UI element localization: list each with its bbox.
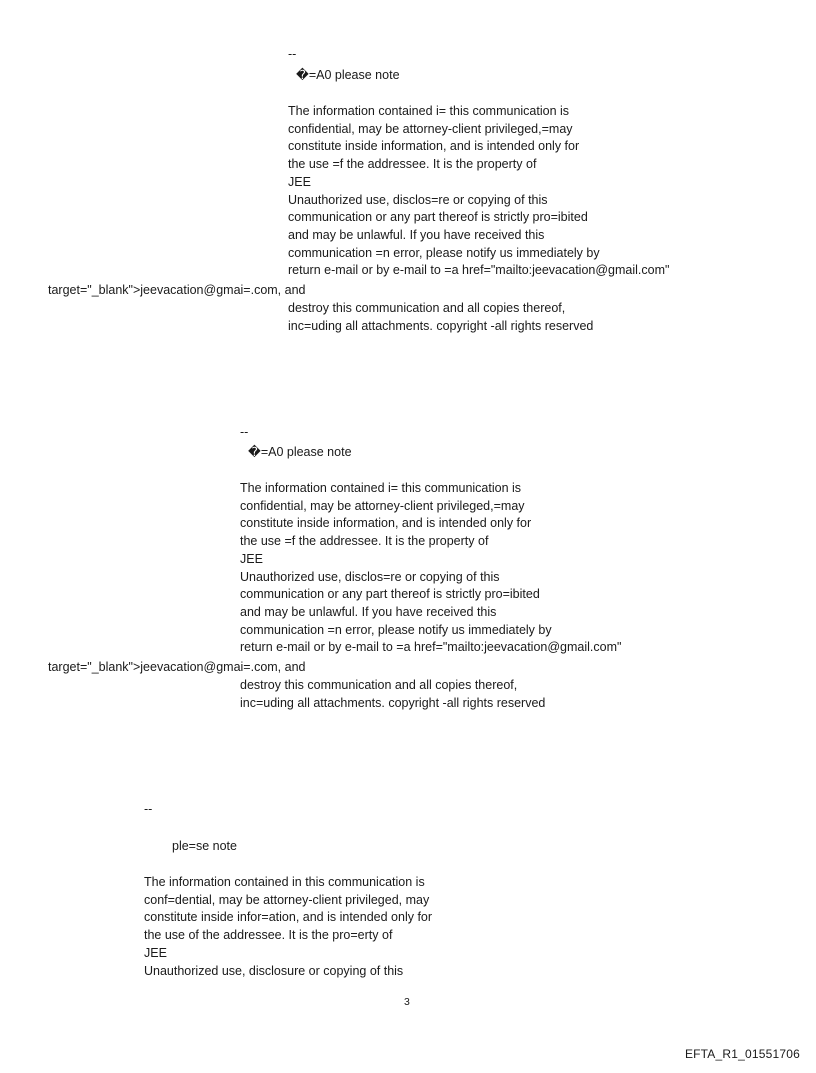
block2-line: constitute inside information, and is intended only for: [240, 516, 532, 531]
block2-tail-line: destroy this communication and all copies thereof,: [240, 678, 518, 692]
block1-tail-line: destroy this communication and all copies thereof,: [288, 301, 566, 315]
block1-tail-line: inc=uding all attachments. copyright -all rights reserved: [288, 318, 594, 333]
block2-line: communication =n error, please notify us immediately by: [240, 622, 552, 637]
block1-line: The information contained i= this communication is: [288, 104, 570, 118]
block2-tail: [240, 677, 545, 712]
block1-overflow-line: target="_blank">jeevacation@gmai=.com, and: [48, 283, 306, 297]
block3-line: constitute inside infor=ation, and is intended only for: [144, 910, 433, 925]
block2-line: and may be unlawful. If you have received this: [240, 604, 497, 619]
block2-line: communication or any part thereof is strictly pro=ibited: [240, 587, 540, 602]
block1-note: �=A0 please note: [296, 68, 400, 82]
block1-line: the use =f the addressee. It is the property of: [288, 157, 537, 172]
block2-line: Unauthorized use, disclos=re or copying of this: [240, 569, 500, 584]
block3-line: JEE: [144, 945, 167, 960]
block3-line: conf=dential, may be attorney-client privileged, may: [144, 892, 430, 907]
block1-tail: [288, 300, 593, 335]
block1-line: and may be unlawful. If you have received this: [288, 227, 545, 242]
block1-line: return e-mail or by e-mail to =a href="mailto:jeevacation@gmail.com": [288, 263, 670, 278]
block2-overflow-line: target="_blank">jeevacation@gmai=.com, and: [48, 660, 306, 674]
block3-line: Unauthorized use, disclosure or copying of this: [144, 963, 404, 978]
block3-line: the use of the addressee. It is the pro=erty of: [144, 928, 393, 943]
block3-line: The information contained in this communication is: [144, 875, 425, 889]
block3-note: ple=se note: [172, 839, 237, 853]
block3-dash: --: [144, 802, 153, 816]
block1-body: [288, 103, 669, 280]
block3-body: [144, 874, 432, 980]
block1-dash: --: [288, 47, 297, 61]
block2-line: return e-mail or by e-mail to =a href="mailto:jeevacation@gmail.com": [240, 640, 622, 655]
block1-line: JEE: [288, 174, 311, 189]
block1-line: communication or any part thereof is strictly pro=ibited: [288, 210, 588, 225]
block2-body: [240, 480, 621, 657]
block2-note: �=A0 please note: [248, 445, 352, 459]
block2-tail-line: inc=uding all attachments. copyright -all rights reserved: [240, 695, 546, 710]
block2-line: the use =f the addressee. It is the property of: [240, 534, 489, 549]
block2-line: JEE: [240, 551, 263, 566]
block1-line: constitute inside information, and is intended only for: [288, 139, 580, 154]
block2-line: confidential, may be attorney-client privileged,=may: [240, 498, 525, 513]
block1-line: confidential, may be attorney-client privileged,=may: [288, 121, 573, 136]
page-number: 3: [404, 996, 410, 1008]
block1-line: Unauthorized use, disclos=re or copying of this: [288, 192, 548, 207]
block2-dash: --: [240, 425, 249, 439]
document-id: EFTA_R1_01551706: [684, 1047, 800, 1061]
block2-line: The information contained i= this communication is: [240, 481, 522, 495]
block1-line: communication =n error, please notify us immediately by: [288, 245, 600, 260]
